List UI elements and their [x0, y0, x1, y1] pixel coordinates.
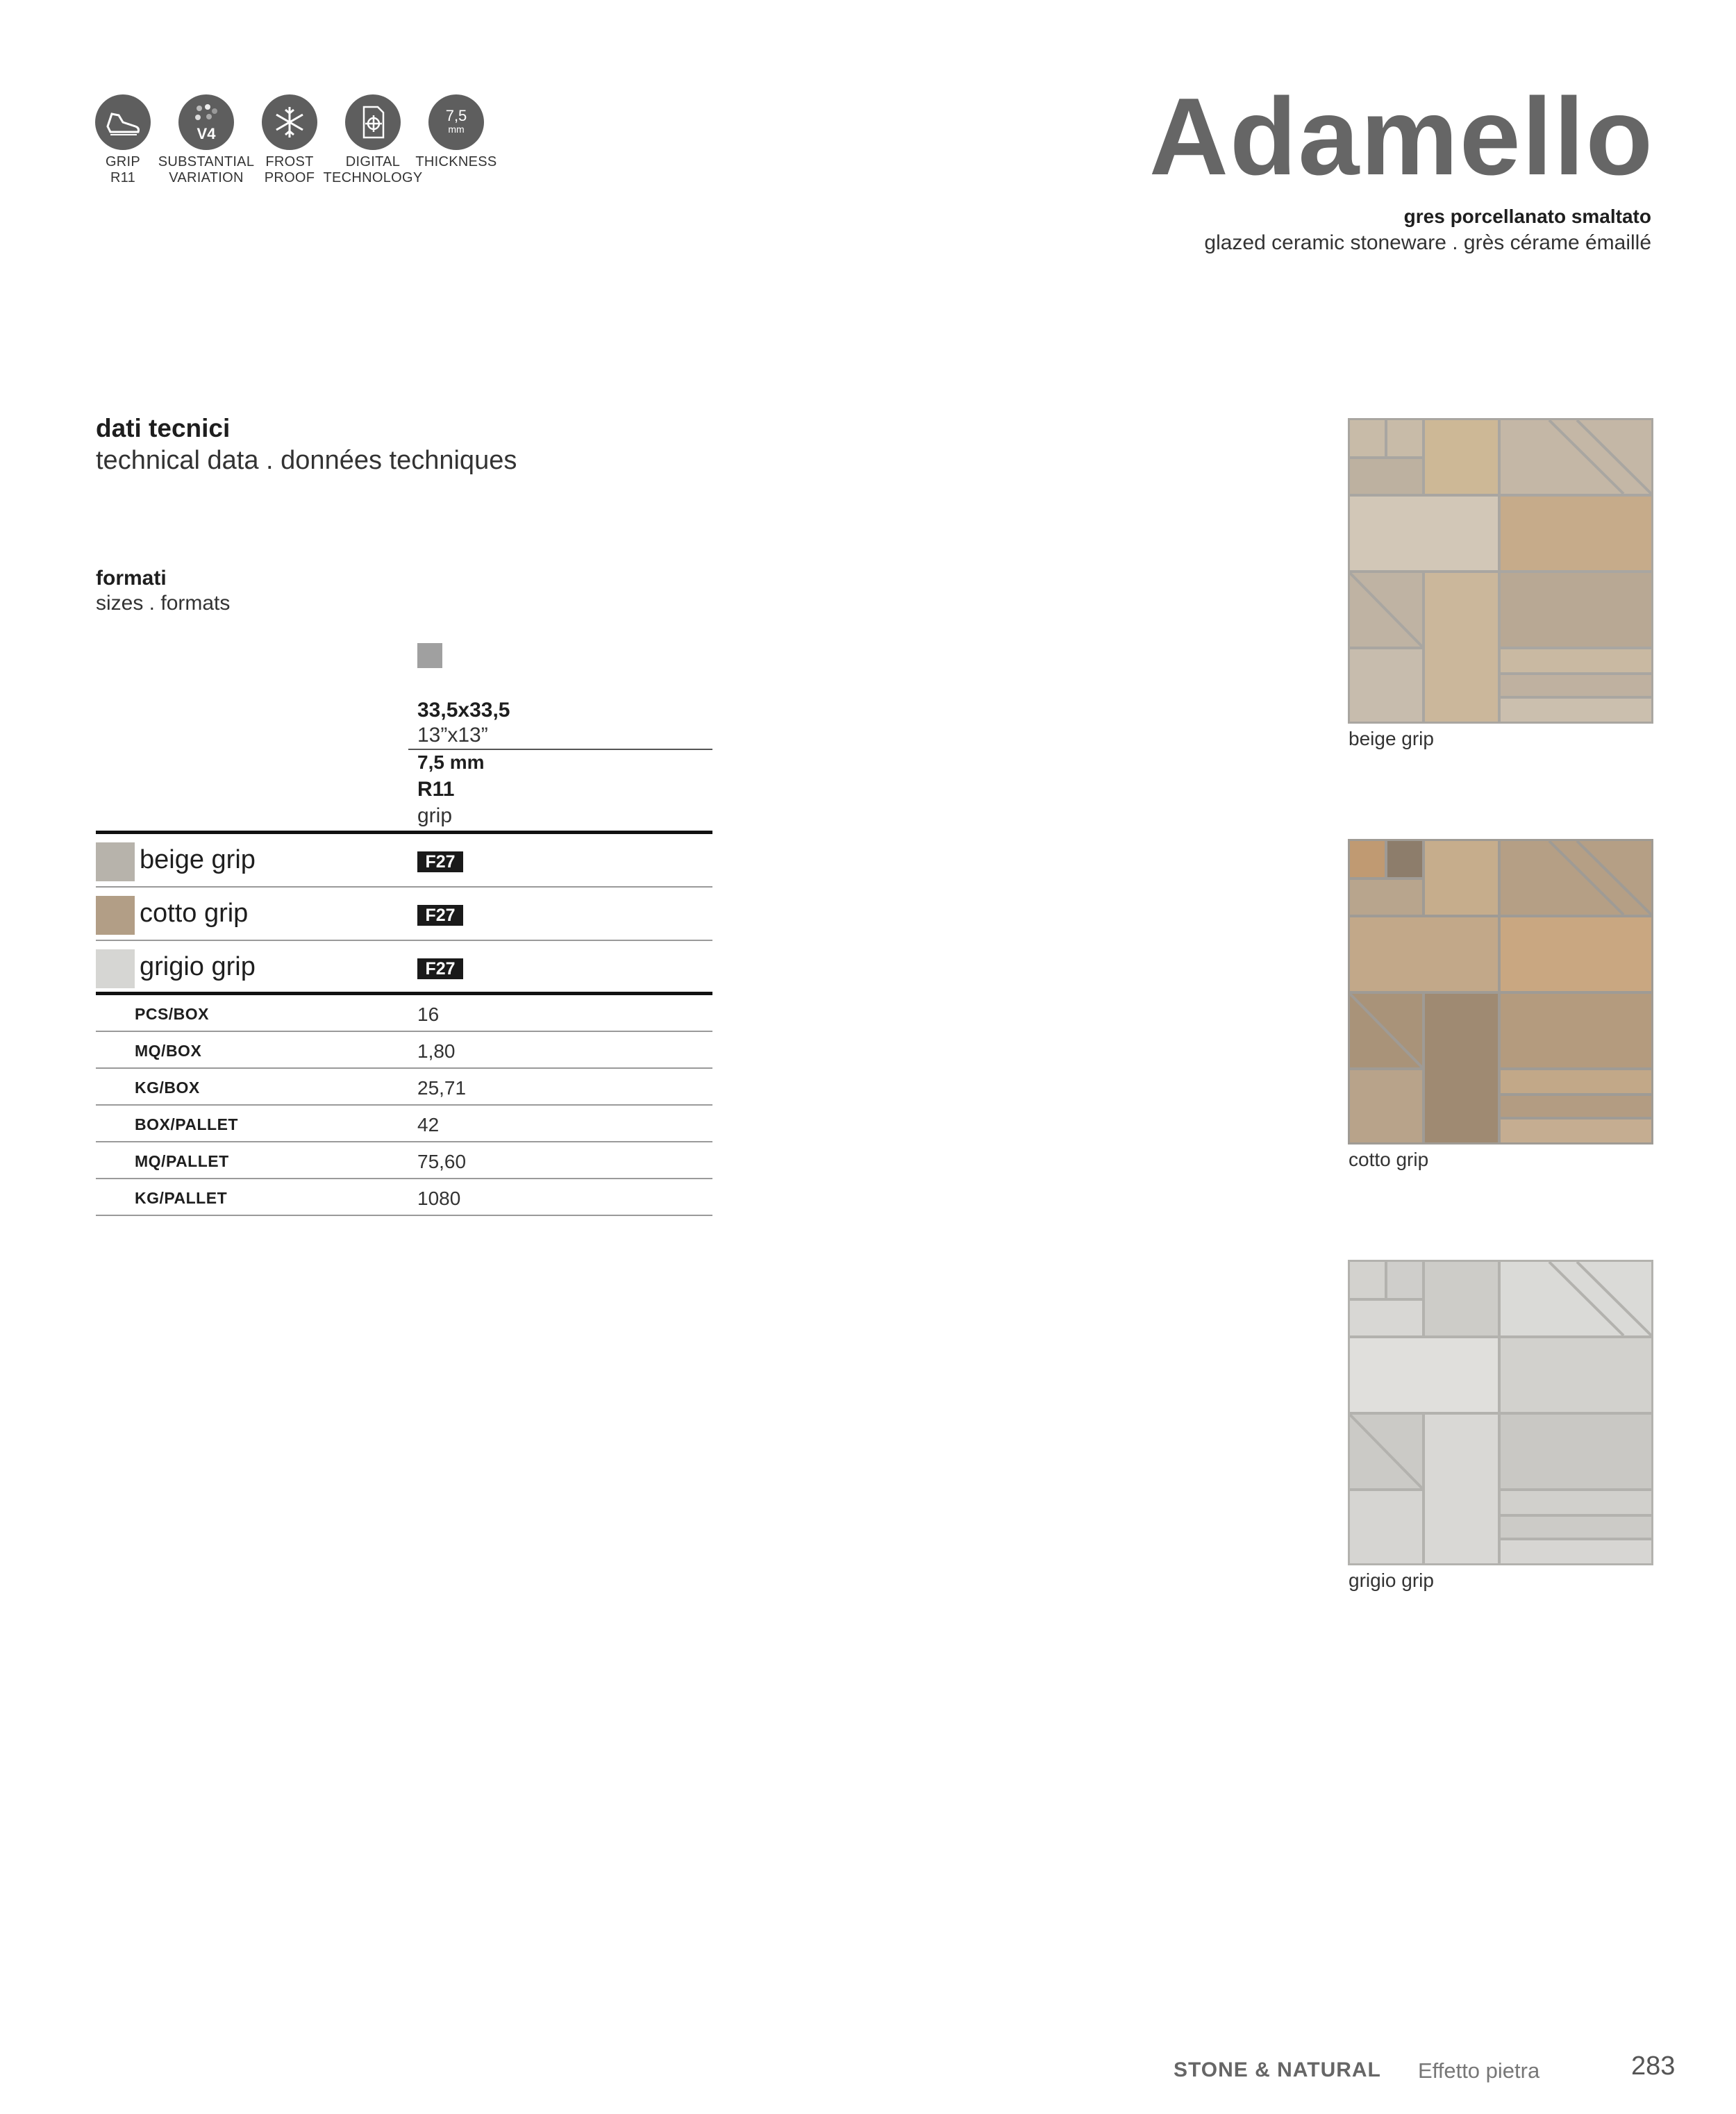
feature-thickness	[394, 94, 519, 170]
packing-value: 75,60	[417, 1151, 467, 1172]
formats-subheading: sizes . formats	[96, 592, 231, 615]
packing-label: PCS/BOX	[135, 1005, 210, 1023]
feature-label: PROOF	[264, 170, 315, 185]
footer-category: STONE & NATURAL	[1174, 2058, 1381, 2081]
color-row	[96, 834, 712, 888]
color-row	[96, 888, 712, 941]
divider	[96, 1215, 712, 1216]
code-badge: F27	[417, 905, 463, 926]
packing-label: MQ/PALLET	[135, 1152, 229, 1170]
size-inches: 13”x13”	[417, 724, 488, 747]
snowflake-icon	[262, 94, 317, 150]
feature-label: VARIATION	[169, 170, 244, 185]
feature-label: GRIP	[105, 154, 141, 169]
v4-badge: V4	[197, 125, 216, 142]
material-en-fr: glazed ceramic stoneware . grès cérame émaillé	[1204, 231, 1651, 254]
code-badge: F27	[417, 851, 463, 872]
shoe-icon	[95, 94, 151, 150]
slip-rating: R11	[417, 778, 455, 801]
packing-value: 25,71	[417, 1077, 467, 1099]
color-name: grigio grip	[140, 952, 256, 981]
packing-value: 1080	[417, 1188, 461, 1209]
color-name: cotto grip	[140, 899, 249, 928]
divider	[408, 749, 712, 750]
packing-row	[96, 995, 712, 1032]
formats-heading: formati	[96, 567, 167, 590]
material-it: gres porcellanato smaltato	[1403, 206, 1651, 227]
size-thickness: 7,5 mm	[417, 751, 485, 773]
size-cm: 33,5x33,5	[417, 699, 510, 722]
feature-label: FROST	[265, 154, 314, 169]
page-number: 283	[1631, 2051, 1676, 2081]
product-photo-beige	[1348, 418, 1653, 724]
photo-caption: cotto grip	[1349, 1149, 1429, 1170]
technical-subheading: technical data . données techniques	[96, 446, 517, 475]
footer-subtitle: Effetto pietra	[1418, 2058, 1540, 2083]
technical-heading: dati tecnici	[96, 414, 231, 442]
code-badge: F27	[417, 958, 463, 979]
packing-row	[96, 1032, 712, 1069]
color-swatch	[96, 949, 135, 988]
color-name: beige grip	[140, 845, 256, 874]
packing-row	[96, 1179, 712, 1216]
packing-row	[96, 1106, 712, 1142]
feature-label: DIGITAL	[345, 154, 401, 169]
color-swatch	[96, 896, 135, 935]
variation-dots-icon	[178, 94, 234, 150]
packing-row	[96, 1142, 712, 1179]
digital-document-icon	[345, 94, 401, 150]
color-row	[96, 941, 712, 994]
packing-value: 42	[417, 1114, 440, 1135]
photo-caption: beige grip	[1349, 728, 1434, 749]
feature-label: THICKNESS	[415, 154, 497, 169]
packing-row	[96, 1069, 712, 1106]
color-swatch	[96, 842, 135, 881]
packing-label: BOX/PALLET	[135, 1115, 238, 1133]
product-photo-grigio	[1348, 1260, 1653, 1565]
size-square-icon	[417, 643, 442, 668]
photo-caption: grigio grip	[1349, 1570, 1434, 1591]
feature-icons	[92, 94, 508, 192]
product-title: Adamello	[1149, 76, 1654, 198]
packing-value: 16	[417, 1004, 440, 1025]
feature-label: TECHNOLOGY	[323, 170, 423, 185]
packing-label: KG/BOX	[135, 1079, 200, 1097]
packing-label: KG/PALLET	[135, 1189, 228, 1207]
feature-label: R11	[110, 170, 136, 185]
product-photo-cotto	[1348, 839, 1653, 1145]
packing-value: 1,80	[417, 1040, 456, 1062]
packing-label: MQ/BOX	[135, 1042, 202, 1060]
feature-label: SUBSTANTIAL	[158, 154, 255, 169]
thickness-icon	[428, 94, 484, 150]
thickness-badge-value: 7,5	[445, 107, 467, 124]
surface-finish: grip	[417, 804, 453, 827]
thickness-badge-unit: mm	[448, 124, 465, 135]
